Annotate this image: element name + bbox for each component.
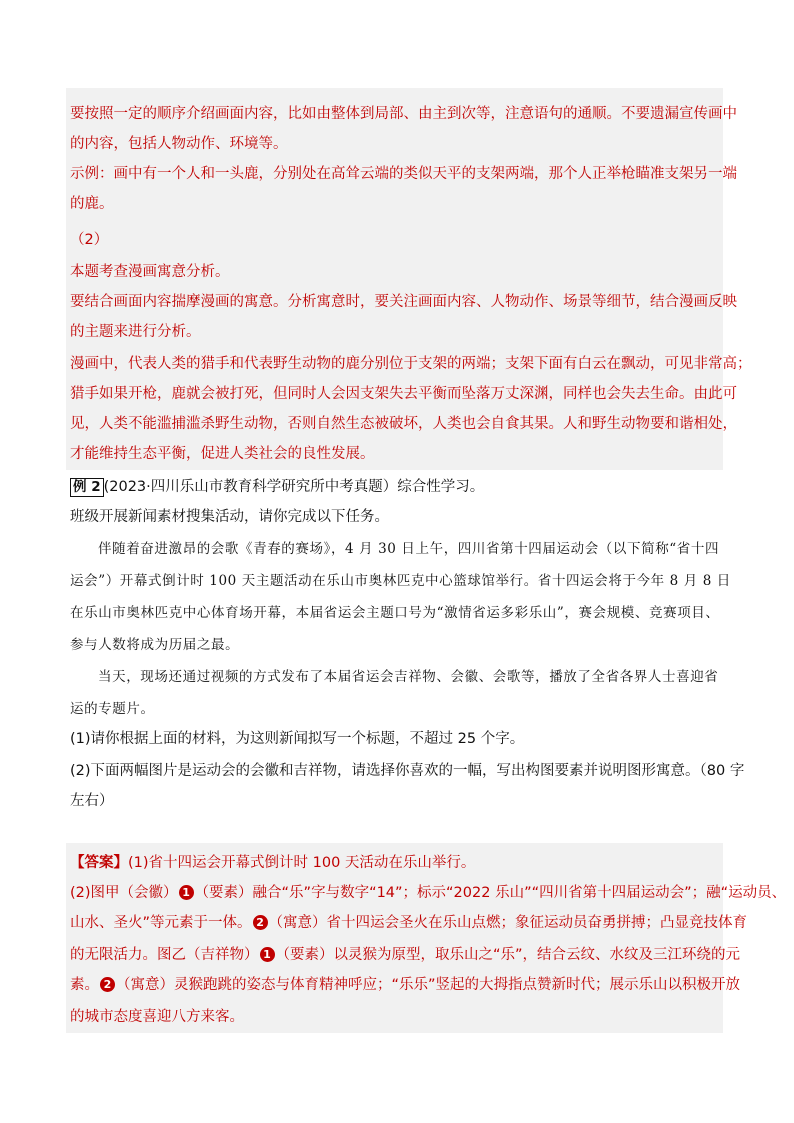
answer-line xyxy=(70,945,740,965)
material-line: 运会”）开幕式倒计时 100 天主题活动在乐山市奥林匹克中心篮球馆举行。省十四运会将于今年 8 月 8 日 xyxy=(70,573,731,589)
analysis-line: 猎手如果开枪，鹿就会被打死，但同时人会因支架失去平衡而坠落万丈深渊，同样也会失去生命。由此可 xyxy=(70,386,737,402)
answer-text: 山水、圣火”等元素于一体。 xyxy=(70,915,252,931)
answer-line xyxy=(70,883,786,903)
answer-text: 的无限活力。图乙（吉祥物） xyxy=(70,947,259,963)
analysis-line: 本题考查漫画寓意分析。 xyxy=(70,264,230,280)
analysis-line: 漫画中，代表人类的猎手和代表野生动物的鹿分别位于支架的两端；支架下面有白云在飘动，可见非常高； xyxy=(70,356,752,372)
circled-number: 1 xyxy=(260,947,275,962)
question-2: (2)下面两幅图片是运动会的会徽和吉祥物，请选择你喜欢的一幅，写出构图要素并说明图形寓意。（80 字 xyxy=(70,763,745,779)
analysis-line: 才能维持生态平衡，促进人类社会的良性发展。 xyxy=(70,446,375,462)
question-1: (1)请你根据上面的材料，为这则新闻拟写一个标题，不超过 25 个字。 xyxy=(70,731,525,747)
material-line: 参与人数将成为历届之最。 xyxy=(70,637,240,653)
circled-number: 2 xyxy=(100,977,115,992)
answer-text: (1)省十四运会开幕式倒计时 100 天活动在乐山举行。 xyxy=(128,855,476,871)
answer-text: （要素）融合“乐”字与数字“14”；标示“2022 乐山”“四川省第十四届运动会”；融“运动员、 xyxy=(194,885,787,901)
answer-line xyxy=(70,913,747,933)
answer-text: （寓意）省十四运会圣火在乐山点燃；象征运动员奋勇拼搏；凸显竞技体育 xyxy=(268,915,748,931)
analysis-line: 的内容，包括人物动作、环境等。 xyxy=(70,136,288,152)
analysis-line: 见，人类不能滥捕滥杀野生动物，否则自然生态被破坏，人类也会自食其果。人和野生动物要和谐相处， xyxy=(70,416,737,432)
circled-number: 2 xyxy=(253,915,268,930)
example-tag: 例 2 xyxy=(70,478,104,497)
answer-text: （寓意）灵猴跑跳的姿态与体育精神呼应；“乐乐”竖起的大拇指点赞新时代；展示乐山以积极开放 xyxy=(116,977,741,993)
analysis-line: 示例：画中有一个人和一头鹿，分别处在高耸云端的类似天平的支架两端，那个人正举枪瞄准支架另一端 xyxy=(70,166,737,182)
analysis-line: 的鹿。 xyxy=(70,196,114,212)
answer-text: 素。 xyxy=(70,977,99,993)
example-heading xyxy=(70,477,484,497)
analysis-line: 的主题来进行分析。 xyxy=(70,324,201,340)
example-title: (2023·四川乐山市教育科学研究所中考真题）综合性学习。 xyxy=(103,479,485,495)
material-line: 在乐山市奥林匹克中心体育场开幕，本届省运会主题口号为“激情省运多彩乐山”，赛会规模、竞赛项目、 xyxy=(70,605,720,621)
circled-number: 1 xyxy=(179,885,194,900)
material-line: 运的专题片。 xyxy=(70,701,155,717)
analysis-line: 要结合画面内容揣摩漫画的寓意。分析寓意时，要关注画面内容、人物动作、场景等细节，结合漫画反映 xyxy=(70,294,737,310)
answer-label: 【答案】 xyxy=(70,855,128,871)
answer-text: （要素）以灵猴为原型，取乐山之“乐”，结合云纹、水纹及三江环绕的元 xyxy=(275,947,741,963)
material-line: 伴随着奋进激昂的会歌《青春的赛场》，4 月 30 日上午，四川省第十四届运动会（以下简称“省十四 xyxy=(98,541,720,557)
answer-line xyxy=(70,975,740,995)
material-line: 当天，现场还通过视频的方式发布了本届省运会吉祥物、会徽、会歌等，播放了全省各界人士喜迎省 xyxy=(98,669,719,685)
answer-line xyxy=(70,853,475,873)
example-intro: 班级开展新闻素材搜集活动，请你完成以下任务。 xyxy=(70,509,389,525)
answer-text: (2)图甲（会徽） xyxy=(70,885,178,901)
answer-line: 的城市态度喜迎八方来客。 xyxy=(70,1009,244,1025)
question-2-cont: 左右） xyxy=(70,793,114,809)
analysis-line: 要按照一定的顺序介绍画面内容，比如由整体到局部、由主到次等，注意语句的通顺。不要遗漏宣传画中 xyxy=(70,106,737,122)
analysis-line: （2） xyxy=(70,232,109,248)
